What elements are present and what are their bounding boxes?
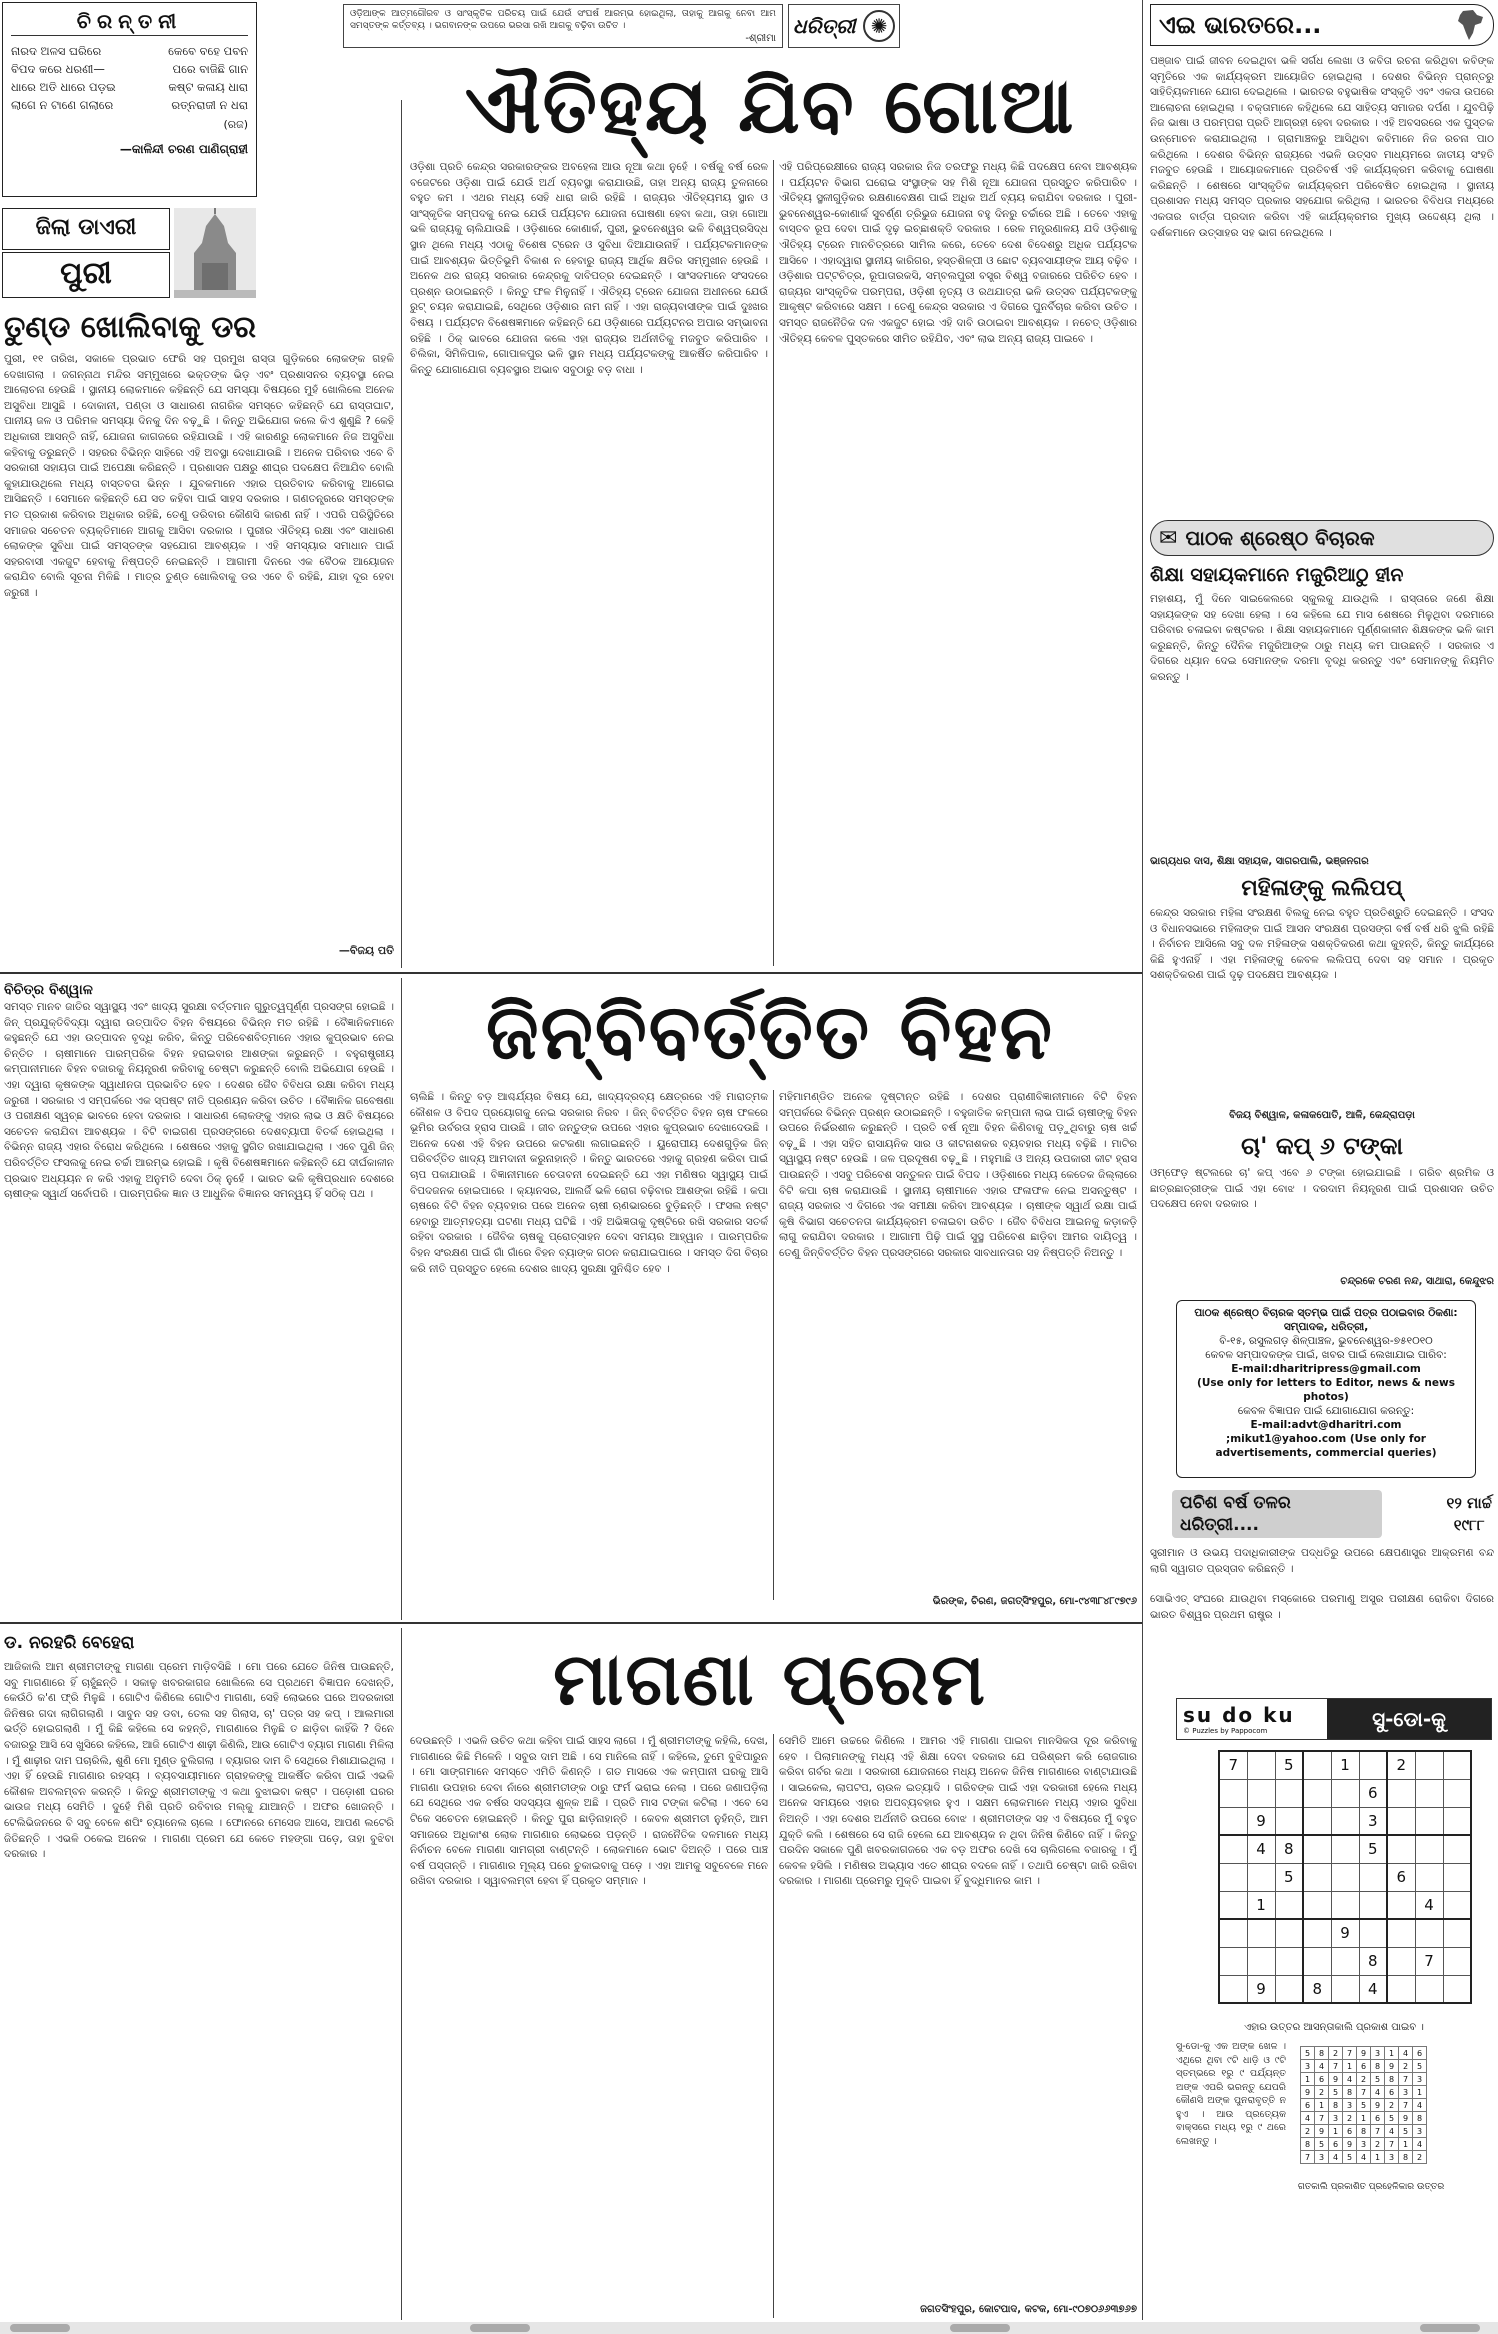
sudoku-cell[interactable]: 3 [1359, 1807, 1387, 1835]
solution-cell: 2 [1315, 2086, 1329, 2099]
sudoku-cell[interactable] [1387, 1919, 1415, 1947]
sudoku-cell[interactable]: 6 [1359, 1779, 1387, 1807]
solution-cell: 1 [1357, 2112, 1371, 2125]
solution-cell: 4 [1315, 2060, 1329, 2073]
sudoku-cell[interactable] [1247, 1779, 1275, 1807]
district-diary-header [2, 208, 257, 303]
sudoku-cell[interactable]: 9 [1331, 1919, 1359, 1947]
contact-email-advt-note: advertisements, commercial queries) [1215, 1447, 1437, 1459]
pachisha-year: ୧୯୮୮ [1453, 1516, 1485, 1534]
solution-cell: 6 [1357, 2060, 1371, 2073]
letter3-title: ଚା' କପ୍ ୬ ଟଙ୍କା [1240, 1132, 1403, 1160]
solution-cell: 2 [1371, 2138, 1385, 2151]
left-story-body: ପୁରୀ, ୧୧ ତାରିଖ, ସକାଳେ ପ୍ରଭାତ ଫେରି ସହ ପ୍ରମୁଖ ରାସ୍ତା ଗୁଡ଼ିକରେ ଲୋକଙ୍କ ଗହଳି ଦେଖାଗଲା । ଜଗନ୍ନାଥ ମନ୍ଦିର ସମ୍ମୁଖରେ ଭକ୍ତଙ୍କ ଭିଡ଼ ଏବଂ ପ୍ରଶାସନର ବ୍ୟବସ୍ଥା ନେଇ ଆଲୋଚନା ହେଉଛି । ସ୍ଥାନୀୟ ଲୋକମାନେ କହିଛନ୍ତି ଯେ ସମସ୍ୟା ବିଷୟରେ ମୁହଁ ଖୋଲିଲେ ଅନେକ ଅସୁବିଧା ଆସୁଛି । ଦୋକାନୀ, ପଣ୍ଡା ଓ ସାଧାରଣ ନାଗରିକ ସମସ୍ତେ କହିଛନ୍ତି ଯେ ରାସ୍ତାଘାଟ, ପାନୀୟ ଜଳ ଓ ପରିମଳ ସମସ୍ୟା ଦିନକୁ ଦିନ ବଢ଼ୁଛି । କିନ୍ତୁ ଅଭିଯୋଗ କଲେ କିଏ ଶୁଣୁଛି ? କେହି ଅଧିକାରୀ ଆସନ୍ତି ନାହିଁ, ଯୋଜନା କାଗଜରେ ରହିଯାଉଛି । ଏହି କାରଣରୁ ଲୋକମାନେ ନିଜ ଅସୁବିଧା କହିବାକୁ ଡରୁଛନ୍ତି । ସହରର ବିଭିନ୍ନ ସାହିରେ ଏହି ଅବସ୍ଥା ଦେଖାଯାଉଛି । ଅନେକ ପରିବାର ଏବେ ବି ସରକାରୀ ସହାୟତା ପାଇଁ ଅପେକ୍ଷା କରିଛନ୍ତି । ପ୍ରଶାସନ ପକ୍ଷରୁ ଶୀଘ୍ର ପଦକ୍ଷେପ ନିଆଯିବ ବୋଲି କୁହାଯାଉଥିଲେ ମଧ୍ୟ ବାସ୍ତବତା ଭିନ୍ନ । ଯୁବକମାନେ ଏହାର ପ୍ରତିବାଦ କରିବାକୁ ଆଗେଇ ଆସିଛନ୍ତି । ସେମାନେ କହିଛନ୍ତି ଯେ ସତ କହିବା ପାଇଁ ସାହସ ଦରକାର । ଗଣତନ୍ତ୍ରରେ ସମସ୍ତଙ୍କ ମତ ପ୍ରକାଶ କରିବାର ଅଧିକାର ରହିଛି, ତେଣୁ ଡରିବାର କୌଣସି କାରଣ ନାହିଁ । ଏପରି ପରିସ୍ଥିତିରେ ସମାଜର ସଚେତନ ବ୍ୟକ୍ତିମାନେ ଆଗକୁ ଆସିବା ଦରକାର । ପୁରୀର ଐତିହ୍ୟ ରକ୍ଷା ଏବଂ ସାଧାରଣ ଲୋକଙ୍କ ସୁବିଧା ପାଇଁ ସମସ୍ତଙ୍କ ସହଯୋଗ ଆବଶ୍ୟକ । ଏହି ସମସ୍ୟାର ସମାଧାନ ପାଇଁ ସହରବାସୀ ଏକଜୁଟ ହେବାକୁ ନିଷ୍ପତ୍ତି ନେଇଛନ୍ତି । ଆଗାମୀ ଦିନରେ ଏକ ବୈଠକ ଆୟୋଜନ କରାଯିବ ବୋଲି ସୂଚନା ମିଳିଛି । ମାତ୍ର ତୁଣ୍ଡ ଖୋଲିବାକୁ ଡର ଏବେ ବି ରହିଛି, ଯାହା ଦୂର ହେବା ଜରୁରୀ । [4, 353, 394, 599]
solution-cell: 9 [1371, 2099, 1385, 2112]
solution-cell: 1 [1343, 2060, 1357, 2073]
sudoku-cell[interactable]: 5 [1275, 1751, 1303, 1779]
sudoku-cell[interactable]: 8 [1275, 1835, 1303, 1863]
sudoku-cell[interactable] [1359, 1751, 1387, 1779]
solution-cell: 2 [1385, 2099, 1399, 2112]
narahari-title: ଡ. ନରହରି ବେହେରା [4, 1633, 135, 1653]
pachisha-date-block [1447, 1492, 1492, 1536]
sudoku-cell[interactable] [1359, 1863, 1387, 1891]
gm-seed-col2: ମହିମାମଣ୍ଡିତ ଅନେକ ଦୃଷ୍ଟାନ୍ତ ରହିଛି । ଦେଶର ପ୍ରାଣୀବିଜ୍ଞାନୀମାନେ ବିଟି ବିହନ ସମ୍ପର୍କରେ ବିଭିନ୍ନ ପ୍ରଶ୍ନ ଉଠାଇଛନ୍ତି । ବହୁଜାତିକ କମ୍ପାନୀ ଲାଭ ପାଇଁ ଚାଷୀଙ୍କୁ ବିହନ ଉପରେ ନିର୍ଭରଶୀଳ କରୁଛନ୍ତି । ପ୍ରତି ବର୍ଷ ନୂଆ ବିହନ କିଣିବାକୁ ପଡ଼ୁଥିବାରୁ ଚାଷ ଖର୍ଚ୍ଚ ବଢ଼ୁଛି । ଏହା ସହିତ ରାସାୟନିକ ସାର ଓ କୀଟନାଶକର ବ୍ୟବହାର ମଧ୍ୟ ବଢ଼ିଛି । ମାଟିର ସ୍ୱାସ୍ଥ୍ୟ ନଷ୍ଟ ହେଉଛି । ଜଳ ପ୍ରଦୂଷଣ ବଢ଼ୁଛି । ମହୁମାଛି ଓ ଅନ୍ୟ ଉପକାରୀ କୀଟ ହ୍ରାସ ପାଉଛନ୍ତି । ଏସବୁ ପରିବେଶ ସନ୍ତୁଳନ ପାଇଁ ବିପଦ । ଓଡ଼ିଶାରେ ମଧ୍ୟ କେତେକ ଜିଲ୍ଲାରେ ବିଟି କପା ଚାଷ କରାଯାଉଛି । ସ୍ଥାନୀୟ ଚାଷୀମାନେ ଏହାର ଫଳାଫଳ ନେଇ ଅସନ୍ତୁଷ୍ଟ । ରାଜ୍ୟ ସରକାର ଏ ଦିଗରେ ଏକ ସମୀକ୍ଷା କରିବା ଆବଶ୍ୟକ । ଚାଷୀଙ୍କ ସ୍ୱାର୍ଥ ରକ୍ଷା ପାଇଁ କୃଷି ବିଭାଗ ସଚେତନତା କାର୍ଯ୍ୟକ୍ରମ ଚଳାଇବା ଉଚିତ । ଜୈବ ବିବିଧତା ଆଇନକୁ କଡ଼ାକଡ଼ି ଲାଗୁ କରାଯିବା ଦରକାର । ଆଗାମୀ ପିଢ଼ି ପାଇଁ ସୁସ୍ଥ ପରିବେଶ ଛାଡ଼ିବା ଆମର ଦାୟିତ୍ୱ । ତେଣୁ ଜିନ୍‌ବିବର୍ତ୍ତିତ ବିହନ ପ୍ରସଙ୍ଗରେ ସରକାର ସାବଧାନତାର ସହ ନିଷ୍ପତ୍ତି ନିଅନ୍ତୁ । [779, 1091, 1137, 1259]
column-rule [1142, 0, 1143, 2320]
letter3-body: ଓମ୍ଫେଡ଼ ଷ୍ଟଲରେ ଚା' କପ୍ ଏବେ ୬ ଟଙ୍କା ହୋଇଯାଇଛି । ଗରିବ ଶ୍ରମିକ ଓ ଛାତ୍ରଛାତ୍ରୀଙ୍କ ପାଇଁ ଏହା ବୋଝ । ଦରଦାମ ନିୟନ୍ତ୍ରଣ ପାଇଁ ପ୍ରଶାସନ ଉଚିତ ପଦକ୍ଷେପ ନେବା ଦରକାର । [1150, 1167, 1494, 1211]
solution-cell: 2 [1399, 2060, 1413, 2073]
sudoku-cell[interactable] [1359, 1891, 1387, 1919]
poem-line: ଲାଗେ ନ ଟାଣେ ଗଲାରେ [11, 98, 114, 112]
solution-cell: 5 [1329, 2086, 1343, 2099]
sudoku-cell[interactable] [1387, 1947, 1415, 1975]
sudoku-cell[interactable]: 9 [1247, 1807, 1275, 1835]
column-rule [401, 978, 402, 1620]
sudoku-cell[interactable] [1303, 1751, 1331, 1779]
poem-line: ନାରଦ ଅଳସ ଘରିରେ [11, 44, 102, 58]
solution-cell: 1 [1371, 2151, 1385, 2164]
sudoku-cell[interactable] [1443, 1779, 1471, 1807]
contact-line4: କେବଳ ବିଜ୍ଞାପନ ପାଇଁ ଯୋଗାଯୋଗ କରନ୍ତୁ: [1237, 1405, 1415, 1417]
solution-cell: 4 [1413, 2138, 1427, 2151]
solution-cell: 8 [1301, 2138, 1315, 2151]
solution-cell: 7 [1399, 2073, 1413, 2086]
contact-line3: କେବଳ ସମ୍ପାଦକଙ୍କ ପାଇଁ, ଖବର ପାଇଁ ଲେଖାଯାଇ ପାରିବ: [1205, 1349, 1447, 1361]
sudoku-cell[interactable]: 8 [1303, 1975, 1331, 2003]
solution-cell: 7 [1371, 2125, 1385, 2138]
scroll-thumb[interactable] [470, 2324, 530, 2332]
solution-cell: 4 [1385, 2125, 1399, 2138]
solution-cell: 1 [1329, 2125, 1343, 2138]
sudoku-grid[interactable] [1218, 1750, 1472, 2004]
poem-line: କେବେ ବହେ ପବନ [168, 44, 248, 58]
sudoku-cell[interactable] [1443, 1947, 1471, 1975]
sudoku-cell[interactable] [1275, 1807, 1303, 1835]
pachisha-date: ୧୨ ମାର୍ଚ୍ଚ [1446, 1494, 1492, 1512]
contact-line2: ବି-୧୫, ରସୁଲଗଡ଼ ଶିଳ୍ପାଞ୍ଚଳ, ଭୁବନେଶ୍ୱର-୭୫୧୦୧୦ [1219, 1335, 1433, 1347]
sudoku-cell[interactable] [1443, 1751, 1471, 1779]
solution-cell: 9 [1329, 2073, 1343, 2086]
solution-cell: 3 [1343, 2099, 1357, 2112]
left-story [4, 308, 394, 968]
sudoku-brand: su do ku [1183, 1703, 1295, 1727]
letter3-byline: ଚନ୍ଦ୍ରକେ ଚରଣ ନନ୍ଦ, ସାଥାରା, କେନ୍ଦୁଝର [1340, 1276, 1494, 1287]
solution-cell: 8 [1357, 2125, 1371, 2138]
narahari-section [4, 1630, 394, 2320]
poem-line: ପରେ ବାଜିଛି ଗାନ [172, 62, 248, 76]
top-quote-author: -ଶ୍ରୀମା [745, 33, 776, 44]
solution-cell: 1 [1413, 2086, 1427, 2099]
solution-cell: 5 [1357, 2099, 1371, 2112]
sudoku-odia-title: ସୁ-ଡୋ-କୁ [1327, 1699, 1491, 1739]
sudoku-cell[interactable] [1359, 1919, 1387, 1947]
contact-heading: ପାଠକ ଶ୍ରେଷ୍ଠ ବିଚାରକ ସ୍ତମ୍ଭ ପାଇଁ ପତ୍ର ପଠାଇବାର ଠିକଣା: [1194, 1307, 1458, 1319]
magana-col2: ସେମିତି ଆମେ ଉଚ୍ଚରେ କିଣିଲେ । ଆମର ଏହି ମାଗଣା ପାଇବା ମାନସିକତା ଦୂର କରିବାକୁ ହେବ । ପିଲାମାନଙ୍କୁ ମଧ୍ୟ ଏହି ଶିକ୍ଷା ଦେବା ଦରକାର ଯେ ପରିଶ୍ରମ କରି ରୋଜଗାର କରିବା ଗର୍ବର କଥା । ସରକାରୀ ଯୋଜନାରେ ମଧ୍ୟ ଅନେକ ଜିନିଷ ମାଗଣାରେ ବାଣ୍ଟାଯାଉଛି । ସାଇକେଲ, ଲାପଟପ, ଚାଉଳ ଇତ୍ୟାଦି । ଗରିବଙ୍କ ପାଇଁ ଏହା ଦରକାରୀ ହେଲେ ମଧ୍ୟ ଅନେକ ସମୟରେ ଏହାର ଅପବ୍ୟବହାର ହୁଏ । ସକ୍ଷମ ଲୋକମାନେ ମଧ୍ୟ ଏହାର ସୁବିଧା ନିଅନ୍ତି । ଏହା ଦେଶର ଅର୍ଥନୀତି ଉପରେ ବୋଝ । ଶ୍ରୀମତୀଙ୍କ ସହ ଏ ବିଷୟରେ ମୁଁ ବହୁତ ଯୁକ୍ତି କଲି । ଶେଷରେ ସେ ରାଜି ହେଲେ ଯେ ଆବଶ୍ୟକ ନ ଥିବା ଜିନିଷ କିଣିବେ ନାହିଁ । କିନ୍ତୁ ପରଦିନ ସକାଳେ ପୁଣି ଖବରକାଗଜରେ ଏକ ବଡ଼ ଅଫର ଦେଖି ସେ ଚାଲିଗଲେ ବଜାରକୁ । ମୁଁ କେବଳ ହସିଲି । ମଣିଷର ଅଭ୍ୟାସ ଏତେ ଶୀଘ୍ର ବଦଳେ ନାହିଁ । ତଥାପି ଚେଷ୍ଟା ଜାରି ରଖିବା ଦରକାର । ମାଗଣା ପ୍ରେମରୁ ମୁକ୍ତି ପାଇବା ହିଁ ବୁଦ୍ଧିମାନର କାମ । [779, 1735, 1137, 1888]
solution-cell: 8 [1329, 2099, 1343, 2112]
bichitra-section [4, 980, 394, 1620]
solution-cell: 3 [1371, 2047, 1385, 2060]
solution-cell: 1 [1315, 2099, 1329, 2112]
sudoku-cell[interactable] [1387, 1891, 1415, 1919]
sudoku-cell[interactable] [1247, 1919, 1275, 1947]
magana-col1: ଦେଉଛନ୍ତି । ଏଭଳି ଉଚିତ କଥା କହିବା ପାଇଁ ସାହସ ଲାଗେ । ମୁଁ ଶ୍ରୀମତୀଙ୍କୁ କହିଲି, ଦେଖ, ମାଗଣାରେ କିଛି ମିଳେନି । ସବୁର ଦାମ ଅଛି । ସେ ମାନିଲେ ନାହିଁ । କହିଲେ, ତୁମେ ବୁଝିପାରୁନ । ମୋ ସାଙ୍ଗମାନେ ସମସ୍ତେ ଏମିତି କିଣନ୍ତି । ଗତ ମାସରେ ଏକ କମ୍ପାନୀ ଘରକୁ ଆସି ମାଗଣା ଉପହାର ଦେବା ନାଁରେ ଶ୍ରୀମତୀଙ୍କ ଠାରୁ ଫର୍ମ ଭରାଇ ନେଲା । ପରେ ଜଣାପଡ଼ିଲା ଯେ ସେଥିରେ ଏକ ବର୍ଷର ସଦସ୍ୟତା ଶୁଳ୍କ ଅଛି । ପ୍ରତି ମାସ ଟଙ୍କା କଟିଲା । ଏବେ ସେ ଟିକେ ସଚେତନ ହୋଇଛନ୍ତି । କିନ୍ତୁ ପୁରା ଛାଡ଼ିନାହାନ୍ତି । କେବଳ ଶ୍ରୀମତୀ ନୁହଁନ୍ତି, ଆମ ସମାଜରେ ଅଧିକାଂଶ ଲୋକ ମାଗଣାର ଲୋଭରେ ପଡ଼ନ୍ତି । ରାଜନୈତିକ ଦଳମାନେ ମଧ୍ୟ ନିର୍ବାଚନ ବେଳେ ମାଗଣା ସାମଗ୍ରୀ ବାଣ୍ଟନ୍ତି । ଲୋକମାନେ ଭୋଟ ଦିଅନ୍ତି । ପରେ ପାଞ୍ଚ ବର୍ଷ ପସ୍ତାନ୍ତି । ମାଗଣାର ମୂଲ୍ୟ ପରେ ଚୁକାଇବାକୁ ପଡ଼େ । ଏହା ଆମକୁ ସବୁବେଳେ ମନେ ରଖିବା ଦରକାର । ସ୍ୱାବଲମ୍ବୀ ହେବା ହିଁ ପ୍ରକୃତ ସମ୍ମାନ । [410, 1735, 768, 1888]
scroll-thumb[interactable] [950, 2324, 1010, 2332]
sudoku-cell[interactable]: 8 [1359, 1947, 1387, 1975]
sudoku-cell[interactable] [1247, 1947, 1275, 1975]
sudoku-cell[interactable] [1303, 1835, 1331, 1863]
sudoku-cell[interactable] [1219, 1779, 1247, 1807]
sudoku-cell[interactable] [1387, 1807, 1415, 1835]
solution-cell: 7 [1315, 2112, 1329, 2125]
sudoku-cell[interactable]: 5 [1275, 1863, 1303, 1891]
solution-cell: 2 [1343, 2112, 1357, 2125]
sudoku-cell[interactable]: 4 [1415, 1891, 1443, 1919]
sudoku-brand-block [1177, 1703, 1327, 1735]
pachisha-label: ପଚିଶ ବର୍ଷ ତଳର ଧରିତ୍ରୀ.... [1172, 1490, 1382, 1538]
sudoku-cell[interactable] [1443, 1863, 1471, 1891]
sudoku-cell[interactable] [1387, 1835, 1415, 1863]
sudoku-cell[interactable] [1415, 1807, 1443, 1835]
temple-image [174, 208, 256, 298]
solution-cell: 1 [1301, 2073, 1315, 2086]
solution-cell: 5 [1301, 2047, 1315, 2060]
solution-cell: 8 [1399, 2151, 1413, 2164]
chirantani-note: (ରଜ) [223, 118, 248, 131]
sudoku-cell[interactable] [1443, 1807, 1471, 1835]
column-rule [773, 1090, 774, 1600]
sudoku-cell[interactable] [1415, 1863, 1443, 1891]
contact-email-press[interactable]: E-mail:dharitripress@gmail.com [1231, 1363, 1421, 1375]
solution-cell: 4 [1343, 2073, 1357, 2086]
solution-cell: 8 [1315, 2047, 1329, 2060]
letter2-byline: ବିଜୟ ବିଶ୍ୱାଳ, କଳାକପୋତି, ଆଳି, କେନ୍ଦ୍ରାପଡ଼ା [1229, 1110, 1415, 1121]
magana-byline: ଜଗତସିଂହପୁର, କୋଟପାଦ, କଟକ, ମୋ-୯୦୭୦୬୬୩୭୬୭ [920, 2304, 1137, 2315]
bichitra-title: ବିଚିତ୍ର ବିଶ୍ୱାଳ [4, 982, 93, 998]
sudoku-cell[interactable] [1275, 1947, 1303, 1975]
sudoku-cell[interactable] [1219, 1975, 1247, 2003]
solution-cell: 9 [1385, 2060, 1399, 2073]
sudoku-cell[interactable] [1415, 1779, 1443, 1807]
sudoku-cell[interactable] [1331, 1863, 1359, 1891]
sudoku-cell[interactable] [1219, 1807, 1247, 1835]
sudoku-cell[interactable]: 7 [1219, 1751, 1247, 1779]
solution-cell: 4 [1371, 2086, 1385, 2099]
gm-seed-col1: ଚାଲିଛି । କିନ୍ତୁ ବଡ଼ ଆଶ୍ଚର୍ଯ୍ୟର ବିଷୟ ଯେ, ଖାଦ୍ୟଦ୍ରବ୍ୟ କ୍ଷେତ୍ରରେ ଏହି ମାରାତ୍ମକ କୌଶଳ ଓ ବିପଦ ପ୍ରୟୋଗକୁ ନେଇ ସରକାର ନିରବ । ଜିନ୍ ବିବର୍ତ୍ତିତ ବିହନ ଚାଷ ଫଳରେ ଭୂମିର ଉର୍ବରତା ହ୍ରାସ ପାଉଛି । ଜୀବ ଜନ୍ତୁଙ୍କ ଉପରେ ଏହାର କୁପ୍ରଭାବ ଦେଖାଦେଉଛି । ଅନେକ ଦେଶ ଏହି ବିହନ ଉପରେ କଟକଣା ଲଗାଇଛନ୍ତି । ୟୁରୋପୀୟ ଦେଶଗୁଡ଼ିକ ଜିନ୍ ପରିବର୍ତ୍ତିତ ଖାଦ୍ୟ ଆମଦାନୀ କରୁନାହାନ୍ତି । କିନ୍ତୁ ଭାରତରେ ଏହାକୁ ଗ୍ରହଣ କରିବା ପାଇଁ ଚାପ ପକାଯାଉଛି । ବିଜ୍ଞାନୀମାନେ ଚେତାବନୀ ଦେଇଛନ୍ତି ଯେ ଏହା ମଣିଷର ସ୍ୱାସ୍ଥ୍ୟ ପାଇଁ ବିପଦଜନକ ହୋଇପାରେ । କ୍ୟାନସର, ଆଲର୍ଜି ଭଳି ରୋଗ ବଢ଼ିବାର ଆଶଙ୍କା ରହିଛି । କପା ଚାଷରେ ବିଟି ବିହନ ବ୍ୟବହାର ପରେ ଅନେକ ଚାଷୀ ଋଣଭାରରେ ବୁଡ଼ିଛନ୍ତି । ଫସଲ ନଷ୍ଟ ହେବାରୁ ଆତ୍ମହତ୍ୟା ଘଟଣା ମଧ୍ୟ ଘଟିଛି । ଏହି ଅଭିଜ୍ଞତାକୁ ଦୃଷ୍ଟିରେ ରଖି ସରକାର ସତର୍କ ରହିବା ଦରକାର । ଜୈବିକ ଚାଷକୁ ପ୍ରୋତ୍ସାହନ ଦେବା ସମୟର ଆହ୍ୱାନ । ପାରମ୍ପରିକ ବିହନ ସଂରକ୍ଷଣ ପାଇଁ ଗାଁ ଗାଁରେ ବିହନ ବ୍ୟାଙ୍କ ଗଠନ କରାଯାଇପାରେ । ସମସ୍ତ ଦିଗ ବିଚାର କରି ନୀତି ପ୍ରସ୍ତୁତ ହେଲେ ଦେଶର ଖାଦ୍ୟ ସୁରକ୍ଷା ସୁନିଶ୍ଚିତ ହେବ । [410, 1091, 768, 1275]
sudoku-cell[interactable] [1247, 1863, 1275, 1891]
sudoku-cell[interactable] [1275, 1919, 1303, 1947]
column-rule [401, 1628, 402, 2320]
sudoku-cell[interactable] [1331, 1779, 1359, 1807]
chirantani-box [2, 2, 257, 197]
letter1-body: ମହାଶୟ, ମୁଁ ଦିନେ ସାଇକେଲରେ ସ୍କୁଲକୁ ଯାଉଥିଲି । ରାସ୍ତାରେ ଜଣେ ଶିକ୍ଷା ସହାୟକଙ୍କ ସହ ଦେଖା ହେଲା । ସେ କହିଲେ ଯେ ମାସ ଶେଷରେ ମିଳୁଥିବା ଦରମାରେ ପରିବାର ଚଳାଇବା କଷ୍ଟକର । ଶିକ୍ଷା ସହାୟକମାନେ ପୂର୍ଣ୍ଣକାଳୀନ ଶିକ୍ଷକଙ୍କ ଭଳି କାମ କରୁଛନ୍ତି, କିନ୍ତୁ ଦୈନିକ ମଜୁରିଆଙ୍କ ଠାରୁ ମଧ୍ୟ କମ ପାଉଛନ୍ତି । ସରକାର ଏ ଦିଗରେ ଧ୍ୟାନ ଦେଇ ସେମାନଙ୍କ ଦରମା ବୃଦ୍ଧି କରନ୍ତୁ ଏବଂ ସେମାନଙ୍କୁ ନିୟମିତ କରନ୍ତୁ । [1150, 593, 1494, 683]
solution-cell: 3 [1301, 2060, 1315, 2073]
sudoku-credit: © Puzzles by Pappocom [1183, 1727, 1268, 1735]
magana-headline: ମାଗଣା ପ୍ରେମ [553, 1637, 987, 1721]
solution-cell: 5 [1343, 2151, 1357, 2164]
sudoku-header [1176, 1698, 1492, 1740]
sudoku-cell[interactable] [1415, 1919, 1443, 1947]
sudoku-cell[interactable]: 6 [1387, 1863, 1415, 1891]
column-rule [401, 100, 402, 968]
solution-cell: 5 [1413, 2060, 1427, 2073]
sudoku-cell[interactable]: 4 [1359, 1975, 1387, 2003]
solution-cell: 1 [1399, 2138, 1413, 2151]
sudoku-cell[interactable] [1443, 1891, 1471, 1919]
narahari-body: ଆଜିକାଲି ଆମ ଶ୍ରୀମତୀଙ୍କୁ ମାଗଣା ପ୍ରେମ ମାଡ଼ିବସିଛି । ମୋ ପରେ ଯେତେ ଜିନିଷ ପାଉଛନ୍ତି, ସବୁ ମାଗଣାରେ ହିଁ ଚାହୁଁଛନ୍ତି । ସକାଳୁ ଖବରକାଗଜ ଖୋଲିଲେ ସେ ପ୍ରଥମେ ବିଜ୍ଞାପନ ଦେଖନ୍ତି, କେଉଁଠି କ'ଣ ଫ୍ରି ମିଳୁଛି । ଗୋଟିଏ କିଣିଲେ ଗୋଟିଏ ମାଗଣା, ସେହି ଲୋଭରେ ଘରେ ଅଦରକାରୀ ଜିନିଷର ଗଦା ଲାଗିଗଲାଣି । ସାବୁନ ସହ ଡବା, ତେଲ ସହ ଗିଲାସ, ଚା' ପତ୍ର ସହ କପ୍ । ଆଲମାରୀ ଭର୍ତ୍ତି ହୋଇଗଲାଣି । ମୁଁ କିଛି କହିଲେ ସେ କହନ୍ତି, ମାଗଣାରେ ମିଳୁଛି ତ ଛାଡ଼ିବା କାହିଁକି ? ଦିନେ ବଜାରରୁ ଆସି ସେ ଖୁସିରେ କହିଲେ, ଆଜି ଗୋଟିଏ ଶାଢ଼ୀ କିଣିଲି, ଆଉ ଗୋଟିଏ ବ୍ୟାଗ ମାଗଣା ମିଳିଲା । ମୁଁ ଶାଢ଼ୀର ଦାମ ପଚାରିଲି, ଶୁଣି ମୋ ମୁଣ୍ଡ ବୁଲିଗଲା । ବ୍ୟାଗର ଦାମ ବି ସେଥିରେ ମିଶାଯାଇଥିଲା । ଏହା ହିଁ ହେଉଛି ମାଗଣାର ରହସ୍ୟ । ବ୍ୟବସାୟୀମାନେ ଗ୍ରାହକଙ୍କୁ ଆକର୍ଷିତ କରିବା ପାଇଁ ଏଭଳି କୌଶଳ ଅବଲମ୍ବନ କରନ୍ତି । କିନ୍ତୁ ଶ୍ରୀମତୀଙ୍କୁ ଏ କଥା ବୁଝାଇବା କଷ୍ଟ । ପଡ଼ୋଶୀ ଘରର ଭାଉଜ ମଧ୍ୟ ସେମିତି । ଦୁହେଁ ମିଶି ପ୍ରତି ରବିବାର ମଲ୍‌କୁ ଯାଆନ୍ତି । ଅଫର ଖୋଜନ୍ତି । ଟେଲିଭିଜନରେ ବି ସବୁ ବେଳେ ଶପିଂ ଚ୍ୟାନେଲ ଚାଲେ । ଫୋନରେ ମେସେଜ ଆସେ, ଆପଣ ଲଟେରି ଜିତିଛନ୍ତି । ଏଭଳି ଠକେଇ ଅନେକ । ମାଗଣା ପ୍ରେମ ଯେ କେତେ ମହଙ୍ଗା ପଡ଼େ, ତାହା ବୁଝିବା ଦରକାର । [4, 1661, 394, 1861]
sudoku-cell[interactable] [1303, 1919, 1331, 1947]
solution-cell: 4 [1301, 2112, 1315, 2125]
brand-name: ଧରିତ୍ରୀ [792, 14, 856, 38]
solution-cell: 2 [1413, 2151, 1427, 2164]
sudoku-cell[interactable] [1275, 1779, 1303, 1807]
contact-line1: ସମ୍ପାଦକ, ଧରିତ୍ରୀ, [1283, 1321, 1369, 1333]
sudoku-cell[interactable] [1303, 1947, 1331, 1975]
column-rule [773, 1734, 774, 2318]
sudoku-cell[interactable] [1247, 1751, 1275, 1779]
solution-cell: 3 [1413, 2073, 1427, 2086]
solution-cell: 6 [1315, 2073, 1329, 2086]
pachisha-banner [1172, 1488, 1492, 1540]
section-rule [0, 1622, 1142, 1624]
sudoku-cell[interactable] [1443, 1835, 1471, 1863]
sudoku-solution-grid [1300, 2046, 1427, 2164]
solution-cell: 2 [1357, 2073, 1371, 2086]
solution-cell: 4 [1413, 2099, 1427, 2112]
solution-cell: 3 [1413, 2125, 1427, 2138]
letter1-title: ଶିକ୍ଷା ସହାୟକମାନେ ମଜୁରିଆଠୁ ହୀନ [1150, 564, 1404, 586]
solution-cell: 3 [1329, 2112, 1343, 2125]
sudoku-cell[interactable]: 7 [1415, 1947, 1443, 1975]
poem-line: କଷ୍ଟ କଳାୟ ଧାରା [168, 80, 248, 94]
top-quote-box [343, 4, 783, 48]
bichitra-body: ସମସ୍ତ ମାନବ ଜାତିର ସ୍ୱାସ୍ଥ୍ୟ ଏବଂ ଖାଦ୍ୟ ସୁରକ୍ଷା ବର୍ତ୍ତମାନ ଗୁରୁତ୍ୱପୂର୍ଣ୍ଣ ପ୍ରସଙ୍ଗ ହୋଇଛି । ଜିନ୍ ପ୍ରଯୁକ୍ତିବିଦ୍ୟା ଦ୍ୱାରା ଉତ୍ପାଦିତ ବିହନ ବିଷୟରେ ବିଭିନ୍ନ ମତ ରହିଛି । ବୈଜ୍ଞାନିକମାନେ କହୁଛନ୍ତି ଯେ ଏହା ଉତ୍ପାଦନ ବୃଦ୍ଧି କରିବ, କିନ୍ତୁ ପରିବେଶବିତ୍ମାନେ ଏହାର କୁପ୍ରଭାବ ନେଇ ଚିନ୍ତିତ । ଚାଷୀମାନେ ପାରମ୍ପରିକ ବିହନ ହରାଇବାର ଆଶଙ୍କା କରୁଛନ୍ତି । ବହୁରାଷ୍ଟ୍ରୀୟ କମ୍ପାନୀମାନେ ବିହନ ବଜାରକୁ ନିୟନ୍ତ୍ରଣ କରିବାକୁ ଚେଷ୍ଟା କରୁଛନ୍ତି ବୋଲି ଅଭିଯୋଗ ହେଉଛି । ଏହା ଦ୍ୱାରା କୃଷକଙ୍କ ସ୍ୱାଧୀନତା ପ୍ରଭାବିତ ହେବ । ଦେଶର ଜୈବ ବିବିଧତା ରକ୍ଷା କରିବା ମଧ୍ୟ ଜରୁରୀ । ସରକାର ଏ ସମ୍ପର୍କରେ ଏକ ସ୍ପଷ୍ଟ ନୀତି ପ୍ରଣୟନ କରିବା ଉଚିତ । ବୈଜ୍ଞାନିକ ଗବେଷଣା ଓ ପରୀକ୍ଷଣ ସ୍ୱଚ୍ଛ ଭାବରେ ହେବା ଦରକାର । ସାଧାରଣ ଲୋକଙ୍କୁ ଏହାର ଲାଭ ଓ କ୍ଷତି ବିଷୟରେ ସଚେତନ କରାଯିବା ଆବଶ୍ୟକ । ବିଟି ବାଇଗଣ ପ୍ରସଙ୍ଗରେ ଦେଶବ୍ୟାପୀ ବିତର୍କ ହୋଇଥିଲା । ବିଭିନ୍ନ ରାଜ୍ୟ ଏହାର ବିରୋଧ କରିଥିଲେ । ଶେଷରେ ଏହାକୁ ସ୍ଥଗିତ ରଖାଯାଇଥିଲା । ଏବେ ପୁଣି ଜିନ୍ ପରିବର୍ତ୍ତିତ ଫସଲକୁ ନେଇ ଚର୍ଚ୍ଚା ଆରମ୍ଭ ହୋଇଛି । କୃଷି ବିଶେଷଜ୍ଞମାନେ କହିଛନ୍ତି ଯେ ଦୀର୍ଘକାଳୀନ ପ୍ରଭାବ ଅଧ୍ୟୟନ ନ କରି ଏହାକୁ ଅନୁମତି ଦେବା ଠିକ୍ ନୁହେଁ । ଭାରତ ଭଳି କୃଷିପ୍ରଧାନ ଦେଶରେ ଚାଷୀଙ୍କ ସ୍ୱାର୍ଥ ସର୍ବୋପରି । ପାରମ୍ପରିକ ଜ୍ଞାନ ଓ ଆଧୁନିକ ବିଜ୍ଞାନର ସମନ୍ୱୟ ହିଁ ସଠିକ୍ ପଥ । [4, 1001, 394, 1201]
chirantani-author: —କାଳିନ୍ଦୀ ଚରଣ ପାଣିଗ୍ରାହୀ [119, 142, 248, 156]
chirantani-poem [11, 42, 248, 114]
sudoku-cell[interactable] [1303, 1863, 1331, 1891]
solution-cell: 8 [1371, 2060, 1385, 2073]
sudoku-cell[interactable] [1303, 1779, 1331, 1807]
sudoku-cell[interactable] [1219, 1947, 1247, 1975]
section-rule [0, 972, 1142, 974]
solution-cell: 5 [1399, 2125, 1413, 2138]
contact-email-advt-2[interactable]: ;mikut1@yahoo.com (Use only for [1226, 1433, 1426, 1445]
column-rule [773, 160, 774, 966]
sudoku-cell[interactable]: 9 [1247, 1975, 1275, 2003]
contact-email-advt[interactable]: E-mail:advt@dharitri.com [1250, 1419, 1402, 1431]
sudoku-cell[interactable] [1331, 1807, 1359, 1835]
solution-cell: 3 [1399, 2086, 1413, 2099]
sudoku-cell[interactable] [1331, 1975, 1359, 2003]
solution-cell: 7 [1329, 2060, 1343, 2073]
solution-cell: 7 [1385, 2138, 1399, 2151]
solution-cell: 7 [1357, 2086, 1371, 2099]
horizontal-scrollbar[interactable] [0, 2322, 1498, 2334]
sudoku-cell[interactable] [1219, 1863, 1247, 1891]
sudoku-cell[interactable] [1219, 1835, 1247, 1863]
solution-cell: 5 [1371, 2073, 1385, 2086]
solution-cell: 6 [1301, 2099, 1315, 2112]
main-story-col2: ଏହି ପରିପ୍ରେକ୍ଷୀରେ ରାଜ୍ୟ ସରକାର ନିଜ ତରଫରୁ ମଧ୍ୟ କିଛି ପଦକ୍ଷେପ ନେବା ଆବଶ୍ୟକ । ପର୍ଯ୍ୟଟନ ବିଭାଗ ଘରୋଇ ସଂସ୍ଥାଙ୍କ ସହ ମିଶି ନୂଆ ଯୋଜନା ପ୍ରସ୍ତୁତ କରିପାରିବ । ଐତିହ୍ୟ ସ୍ଥଳୀଗୁଡ଼ିକର ରକ୍ଷଣାବେକ୍ଷଣ ପାଇଁ ଅଧିକ ଅର୍ଥ ବ୍ୟୟ କରାଯିବା ଦରକାର । ପୁରୀ-ଭୁବନେଶ୍ୱର-କୋଣାର୍କ ସୁବର୍ଣ୍ଣ ତ୍ରିଭୁଜ ଯୋଜନା ବହୁ ଦିନରୁ ଚର୍ଚ୍ଚାରେ ଅଛି । ତେବେ ଏହାକୁ ବାସ୍ତବ ରୂପ ଦେବା ପାଇଁ ଦୃଢ଼ ଇଚ୍ଛାଶକ୍ତି ଦରକାର । ରେଳ ମନ୍ତ୍ରଣାଳୟ ଯଦି ଓଡ଼ିଶାକୁ ଐତିହ୍ୟ ଟ୍ରେନ ମାନଚିତ୍ରରେ ସାମିଲ କରେ, ତେବେ ଦେଶ ବିଦେଶରୁ ଅଧିକ ପର୍ଯ୍ୟଟକ ଆସିବେ । ଏହାଦ୍ୱାରା ସ୍ଥାନୀୟ କାରିଗର, ହସ୍ତଶିଳ୍ପୀ ଓ ଛୋଟ ବ୍ୟବସାୟୀଙ୍କ ଆୟ ବଢ଼ିବ । ଓଡ଼ିଶାର ପଟ୍ଟଚିତ୍ର, ରୂପାତାରକସି, ସମ୍ବଲପୁରୀ ବସ୍ତ୍ର ବିଶ୍ୱ ବଜାରରେ ପରିଚିତ ହେବ । ରାଜ୍ୟର ସାଂସ୍କୃତିକ ପରମ୍ପରା, ଓଡ଼ିଶୀ ନୃତ୍ୟ ଓ ରଥଯାତ୍ରା ଭଳି ଉତ୍ସବ ପର୍ଯ୍ୟଟକଙ୍କୁ ଆକୃଷ୍ଟ କରିବାରେ ସକ୍ଷମ । ତେଣୁ କେନ୍ଦ୍ର ସରକାର ଏ ଦିଗରେ ପୁନର୍ବିଚାର କରିବା ଉଚିତ । ସମସ୍ତ ରାଜନୈତିକ ଦଳ ଏକଜୁଟ ହୋଇ ଏହି ଦାବି ଉଠାଇବା ଆବଶ୍ୟକ । ନଚେତ୍ ଓଡ଼ିଶାର ଐତିହ୍ୟ କେବଳ ପୁସ୍ତକରେ ସୀମିତ ରହିଯିବ, ଏବଂ ଲାଭ ଅନ୍ୟ ରାଜ୍ୟ ପାଇବେ । [779, 161, 1137, 345]
solution-cell: 8 [1413, 2112, 1427, 2125]
solution-cell: 2 [1301, 2125, 1315, 2138]
main-story-col1: ଓଡ଼ିଶା ପ୍ରତି କେନ୍ଦ୍ର ସରକାରଙ୍କର ଅବହେଳା ଆଉ ନୂଆ କଥା ନୁହେଁ । ବର୍ଷକୁ ବର୍ଷ ରେଳ ବଜେଟରେ ଓଡ଼ିଶା ପାଇଁ ଯେଉଁ ଅର୍ଥ ବ୍ୟବସ୍ଥା କରାଯାଉଛି, ତାହା ଅନ୍ୟ ରାଜ୍ୟ ତୁଳନାରେ ବହୁତ କମ । ଏଥର ମଧ୍ୟ ସେହି ଧାରା ଜାରି ରହିଛି । ରାଜ୍ୟର ଐତିହ୍ୟମୟ ସ୍ଥାନ ଓ ସାଂସ୍କୃତିକ ସମ୍ପଦକୁ ନେଇ ଯେଉଁ ପର୍ଯ୍ୟଟନ ଯୋଜନା ଘୋଷଣା ହେବା କଥା, ତାହା ଗୋଆ ଭଳି ରାଜ୍ୟକୁ ଚାଲିଯାଉଛି । ଓଡ଼ିଶାରେ କୋଣାର୍କ, ପୁରୀ, ଭୁବନେଶ୍ୱର ଭଳି ବିଶ୍ୱପ୍ରସିଦ୍ଧ ସ୍ଥାନ ଥିଲେ ମଧ୍ୟ ଏଠାକୁ ବିଶେଷ ଟ୍ରେନ ଓ ସୁବିଧା ଦିଆଯାଉନାହିଁ । ପର୍ଯ୍ୟଟକମାନଙ୍କ ପାଇଁ ଆବଶ୍ୟକ ଭିତ୍ତିଭୂମି ବିକାଶ ନ ହେବାରୁ ରାଜ୍ୟ ଆର୍ଥିକ କ୍ଷତିର ସମ୍ମୁଖୀନ ହେଉଛି । ଅନେକ ଥର ରାଜ୍ୟ ସରକାର କେନ୍ଦ୍ରକୁ ଦାବିପତ୍ର ଦେଇଛନ୍ତି । ସାଂସଦମାନେ ସଂସଦରେ ପ୍ରଶ୍ନ ଉଠାଇଛନ୍ତି । କିନ୍ତୁ ଫଳ ମିଳୁନାହିଁ । ଐତିହ୍ୟ ଟ୍ରେନ ଯୋଜନା ଅଧୀନରେ ଯେଉଁ ରୁଟ୍ ଚୟନ କରାଯାଇଛି, ସେଥିରେ ଓଡ଼ିଶାର ନାମ ନାହିଁ । ଏହା ରାଜ୍ୟବାସୀଙ୍କ ପାଇଁ ଦୁଃଖର ବିଷୟ । ପର୍ଯ୍ୟଟନ ବିଶେଷଜ୍ଞମାନେ କହିଛନ୍ତି ଯେ ଓଡ଼ିଶାରେ ପର୍ଯ୍ୟଟନର ଅପାର ସମ୍ଭାବନା ରହିଛି । ଠିକ୍ ଭାବରେ ଯୋଜନା କଲେ ଏହା ରାଜ୍ୟର ଅର୍ଥନୀତିକୁ ମଜବୁତ କରିପାରିବ । ଚିଲିକା, ସିମିଳିପାଳ, ଗୋପାଳପୁର ଭଳି ସ୍ଥାନ ମଧ୍ୟ ପର୍ଯ୍ୟଟକଙ୍କୁ ଆକର୍ଷିତ କରିପାରିବ । କିନ୍ତୁ ଯୋଗାଯୋଗ ବ୍ୟବସ୍ଥାର ଅଭାବ ସବୁଠାରୁ ବଡ଼ ବାଧା । [410, 161, 768, 376]
letter2-body: କେନ୍ଦ୍ର ସରକାର ମହିଳା ସଂରକ୍ଷଣ ବିଲକୁ ନେଇ ବହୁତ ପ୍ରତିଶ୍ରୁତି ଦେଇଛନ୍ତି । ସଂସଦ ଓ ବିଧାନସଭାରେ ମହିଳାଙ୍କ ପାଇଁ ଆସନ ସଂରକ୍ଷଣ ପ୍ରସଙ୍ଗ ବର୍ଷ ବର୍ଷ ଧରି ଝୁଲି ରହିଛି । ନିର୍ବାଚନ ଆସିଲେ ସବୁ ଦଳ ମହିଳାଙ୍କ ସଶକ୍ତିକରଣ କଥା କୁହନ୍ତି, କିନ୍ତୁ କାର୍ଯ୍ୟରେ କିଛି ହୁଏନାହିଁ । ଏହା ମହିଳାଙ୍କୁ କେବଳ ଲଲିପପ୍ ଦେବା ସହ ସମାନ । ପ୍ରକୃତ ସଶକ୍ତିକରଣ ପାଇଁ ଦୃଢ଼ ପଦକ୍ଷେପ ଆବଶ୍ୟକ । [1150, 907, 1494, 982]
sudoku-cell[interactable] [1275, 1891, 1303, 1919]
ei-bharatare-body: ପଞ୍ଜାବ ପାଇଁ ଜୀବନ ଦେଇଥିବା ଭଳି ସର୍ଗଧ ଲେଖା ଓ କବିତା ରଚନା କରିଥିବା କବିଙ୍କ ସ୍ମୃତିରେ ଏକ କାର୍ଯ୍ୟକ୍ରମ ଆୟୋଜିତ ହୋଇଥିଲା । ଦେଶର ବିଭିନ୍ନ ପ୍ରାନ୍ତରୁ ସାହିତ୍ୟିକମାନେ ଯୋଗ ଦେଇଥିଲେ । ଭାରତର ବହୁଭାଷିକ ସଂସ୍କୃତି ଏବଂ ଏକତା ଉପରେ ଆଲୋଚନା ହୋଇଥିଲା । ବକ୍ତାମାନେ କହିଥିଲେ ଯେ ସାହିତ୍ୟ ସମାଜର ଦର୍ପଣ । ଯୁବପିଢ଼ି ନିଜ ଭାଷା ଓ ପରମ୍ପରା ପ୍ରତି ଆଗ୍ରହୀ ହେବା ଦରକାର । ଏହି ଅବସରରେ ଏକ ପୁସ୍ତକ ଉନ୍ମୋଚନ କରାଯାଇଥିଲା । ଗ୍ରାମାଞ୍ଚଳରୁ ଆସିଥିବା କବିମାନେ ନିଜ ରଚନା ପାଠ କରିଥିଲେ । ଦେଶର ବିଭିନ୍ନ ରାଜ୍ୟରେ ଏଭଳି ଉତ୍ସବ ମାଧ୍ୟମରେ ଜାତୀୟ ସଂହତି ମଜବୁତ ହେଉଛି । ଆୟୋଜକମାନେ ପ୍ରତିବର୍ଷ ଏହି କାର୍ଯ୍ୟକ୍ରମ କରିବାକୁ ଘୋଷଣା କରିଛନ୍ତି । ଶେଷରେ ସାଂସ୍କୃତିକ କାର୍ଯ୍ୟକ୍ରମ ପରିବେଷିତ ହୋଇଥିଲା । ସ୍ଥାନୀୟ ପ୍ରଶାସନ ମଧ୍ୟ ସମସ୍ତ ପ୍ରକାର ସହଯୋଗ କରିଥିଲା । ଭାରତର ବିବିଧତା ମଧ୍ୟରେ ଏକତାର ବାର୍ତ୍ତା ପ୍ରଦାନ କରିବା ଏହି କାର୍ଯ୍ୟକ୍ରମର ମୁଖ୍ୟ ଉଦ୍ଦେଶ୍ୟ ଥିଲା । ଦର୍ଶକମାନେ ଉତ୍ସାହର ସହ ଭାଗ ନେଇଥିଲେ । [1150, 55, 1494, 239]
sudoku-cell[interactable]: 1 [1331, 1751, 1359, 1779]
solution-cell: 3 [1315, 2151, 1329, 2164]
sudoku-cell[interactable] [1303, 1807, 1331, 1835]
solution-cell: 4 [1357, 2151, 1371, 2164]
solution-cell: 5 [1385, 2112, 1399, 2125]
sudoku-cell[interactable] [1275, 1975, 1303, 2003]
sudoku-cell[interactable]: 4 [1247, 1835, 1275, 1863]
solution-cell: 5 [1315, 2138, 1329, 2151]
letter2-title: ମହିଳାଙ୍କୁ ଲଲିପପ୍ [1241, 876, 1403, 901]
india-map-icon [1455, 9, 1485, 41]
sudoku-cell[interactable] [1303, 1891, 1331, 1919]
solution-cell: 3 [1385, 2151, 1399, 2164]
chakra-icon: ✺ [863, 10, 895, 42]
reader-banner [1150, 520, 1494, 556]
solution-cell: 4 [1399, 2047, 1413, 2060]
gm-seed-headline: ଜିନ୍‌ବିବର୍ତ୍ତିତ ବିହନ [485, 987, 1055, 1076]
sudoku-cell[interactable] [1415, 1975, 1443, 2003]
sudoku-cell[interactable] [1387, 1779, 1415, 1807]
contact-box [1176, 1300, 1476, 1478]
solution-cell: 2 [1329, 2047, 1343, 2060]
solution-cell: 4 [1329, 2151, 1343, 2164]
solution-cell: 7 [1343, 2047, 1357, 2060]
top-quote-text: ଓଡ଼ିଆଙ୍କ ଆତ୍ମଗୌରବ ଓ ସାଂସ୍କୃତିକ ପରିଚୟ ପାଇଁ ଯେଉଁ ସଂଘର୍ଷ ଆରମ୍ଭ ହୋଇଥିଲା, ତାହାକୁ ଆଗକୁ ନେବା ଆମ ସମସ୍ତଙ୍କ କର୍ତ୍ତବ୍ୟ । ଭଗବାନଙ୍କ ଉପରେ ଭରସା ରଖି ଆଗକୁ ବଢ଼ିବା ଉଚିତ । [350, 9, 776, 31]
sudoku-answer-note: ଏହାର ଉତ୍ତର ଆସନ୍ତାକାଲି ପ୍ରକାଶ ପାଇବ । [1244, 2022, 1424, 2033]
sudoku-cell[interactable] [1443, 1975, 1471, 2003]
left-story-title: ତୁଣ୍ଡ ଖୋଲିବାକୁ ଡର [4, 310, 257, 345]
sudoku-solution-note: ଗତକାଲି ପ୍ରକାଶିତ ପ୍ରହେଳିକାର ଉତ୍ତର [1297, 2182, 1445, 2192]
sudoku-cell[interactable] [1387, 1975, 1415, 2003]
poem-line: ବିପଦ କରେ ଧରଣୀ— [11, 62, 105, 76]
solution-cell: 6 [1329, 2138, 1343, 2151]
scroll-thumb[interactable] [1420, 2324, 1480, 2332]
envelope-icon: ✉ [1159, 525, 1178, 551]
sudoku-cell[interactable] [1331, 1835, 1359, 1863]
sudoku-cell[interactable]: 1 [1247, 1891, 1275, 1919]
scroll-thumb[interactable] [10, 2324, 70, 2332]
poem-line: ଧାରେ ଅତି ଧାରେ ପଡ଼ଇ [11, 80, 116, 94]
ei-bharatare-header [1150, 4, 1494, 46]
sudoku-cell[interactable] [1415, 1835, 1443, 1863]
sudoku-cell[interactable]: 5 [1359, 1835, 1387, 1863]
solution-cell: 7 [1399, 2099, 1413, 2112]
pachisha-body1: ସ୍ତ୍ରୀମାନ ଓ ଉଭୟ ପଦାଧିକାରୀଙ୍କ ପଦ୍ଧତିରୁ ଉପରେ କ୍ଷେପଣାସ୍ତ୍ର ଆକ୍ରମଣ ବନ୍ଦ ଲାଗି ସ୍ୱାଗତ ପ୍ରସ୍ତାବ କରିଛନ୍ତି । [1150, 1547, 1494, 1575]
district-name: ପୁରୀ [2, 252, 170, 298]
solution-cell: 7 [1301, 2151, 1315, 2164]
solution-cell: 9 [1315, 2125, 1329, 2138]
sudoku-rules: ସୁ-ଡୋ-କୁ ଏକ ଅଙ୍କ ଖେଳ । ଏଥିରେ ଥିବା ୯ଟି ଧାଡ଼ି ଓ ୯ଟି ସ୍ତମ୍ଭରେ ୧ରୁ ୯ ପର୍ଯ୍ୟନ୍ତ ଅଙ୍କ ଏପରି ଭରନ୍ତୁ ଯେପରି କୌଣସି ଅଙ୍କ ପୁନରାବୃତ୍ତି ନ ହୁଏ । ଆଉ ପ୍ରତ୍ୟେକ ବାକ୍ସରେ ମଧ୍ୟ ୧ରୁ ୯ ଥରେ ଲେଖନ୍ତୁ । [1176, 2041, 1286, 2147]
sudoku-cell[interactable] [1415, 1751, 1443, 1779]
solution-cell: 9 [1301, 2086, 1315, 2099]
solution-cell: 3 [1357, 2138, 1371, 2151]
chirantani-title: ଚିରନ୍ତନୀ [11, 7, 248, 36]
solution-cell: 8 [1343, 2086, 1357, 2099]
solution-cell: 6 [1385, 2086, 1399, 2099]
gm-seed-byline: ଭିରଙ୍କ, ଚିରଣ, ଜଗତ୍‌ସିଂହପୁର, ମୋ-୯୪୩୮୪୮୯୭୯୬ [932, 1596, 1137, 1607]
reader-banner-title: ପାଠକ ଶ୍ରେଷ୍ଠ ବିଚାରକ [1185, 526, 1375, 550]
solution-cell: 1 [1385, 2047, 1399, 2060]
pachisha-body2: ସୋଭିଏତ୍ ସଂଘରେ ଯାଉଥିବା ମସ୍କୋରେ ପରମାଣୁ ଅସ୍ତ୍ର ପରୀକ୍ଷଣ ରୋକିବା ଦିଗରେ ଭାରତ ବିଶ୍ୱର ପ୍ରଥମ ରାଷ୍ଟ୍ର । [1150, 1593, 1494, 1621]
letter1-byline: ଭାଗ୍ୟଧର ଦାସ, ଶିକ୍ଷା ସହାୟକ, ସାଗରପାଲି, ଭଞ୍ଜନଗର [1150, 856, 1369, 867]
dharitri-masthead [788, 4, 900, 48]
sudoku-cell[interactable] [1443, 1919, 1471, 1947]
left-story-byline: —ବିଜୟ ପତି [338, 944, 394, 957]
sudoku-cell[interactable] [1331, 1947, 1359, 1975]
sudoku-cell[interactable] [1219, 1891, 1247, 1919]
poem-line: ରତ୍ନରାଜୀ ନ ଧରା [171, 98, 248, 112]
sudoku-cell[interactable]: 2 [1387, 1751, 1415, 1779]
solution-cell: 9 [1399, 2112, 1413, 2125]
contact-email-press-note: (Use only for letters to Editor, news & news photos) [1197, 1377, 1455, 1403]
solution-cell: 6 [1413, 2047, 1427, 2060]
solution-cell: 6 [1343, 2125, 1357, 2138]
solution-cell: 9 [1343, 2138, 1357, 2151]
solution-cell: 8 [1385, 2073, 1399, 2086]
solution-cell: 9 [1357, 2047, 1371, 2060]
sudoku-cell[interactable] [1219, 1919, 1247, 1947]
district-diary-label: ଜିଲା ଡାଏରୀ [2, 208, 170, 250]
ei-bharatare-title: ଏଇ ଭାରତରେ... [1159, 11, 1322, 39]
main-headline: ଐତିହ୍ୟ ଯିବ ଗୋଆ [464, 61, 1076, 150]
solution-cell: 6 [1371, 2112, 1385, 2125]
sudoku-cell[interactable] [1331, 1891, 1359, 1919]
